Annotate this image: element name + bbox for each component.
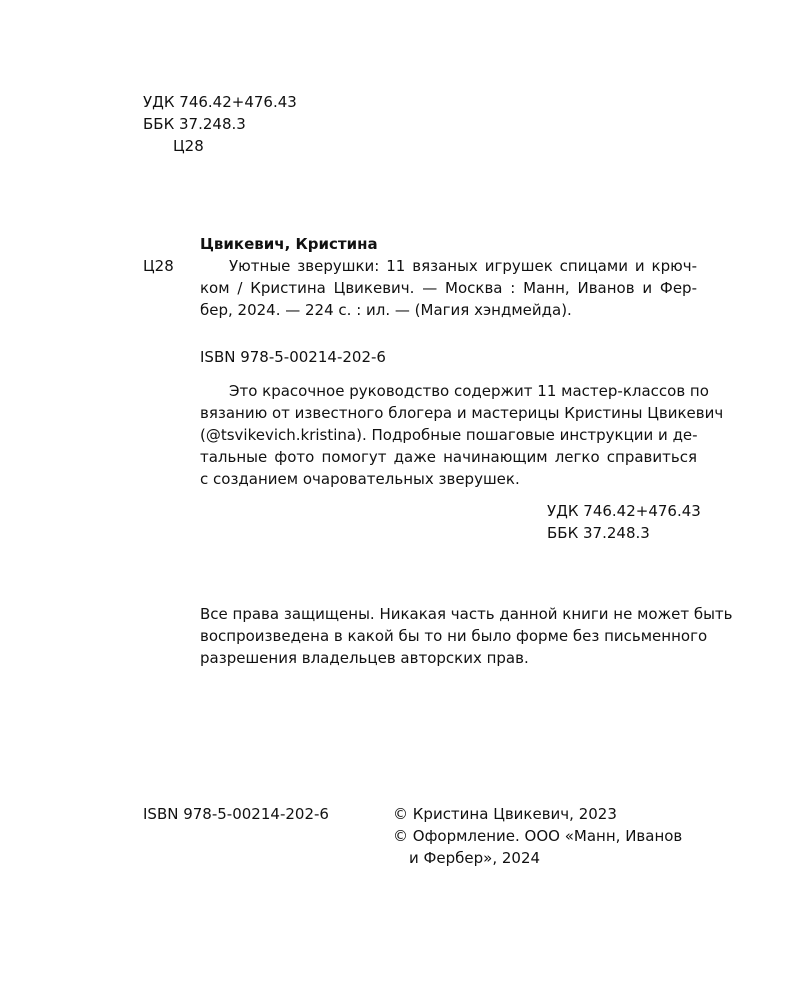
annotation-line-4: тальные фото помогут даже начинающим легко справиться: [200, 448, 697, 466]
catalog-code: Ц28: [143, 257, 174, 275]
annotation-line-2: вязанию от известного блогера и мастерицы Кристины Цвикевич: [200, 404, 724, 422]
annotation-line-3: (@tsvikevich.kristina). Подробные пошаговые инструкции и де-: [200, 426, 698, 444]
catalog-title-rest: [200, 277, 697, 321]
footer-isbn: ISBN 978-5-00214-202-6: [143, 805, 329, 823]
rights-line-2: воспроизведена в какой бы то ни было форме без письменного: [200, 627, 708, 645]
copyright-author: © Кристина Цвикевич, 2023: [393, 805, 617, 823]
copyright-design: © Оформление. ООО «Манн, Иванов: [393, 827, 683, 845]
annotation-body: [200, 402, 724, 490]
rights-line-1: Все права защищены. Никакая часть данной книги не может быть: [200, 605, 733, 623]
annotation-line-1: Это красочное руководство содержит 11 мастер-классов по: [229, 382, 709, 400]
rights-line-3: разрешения владельцев авторских прав.: [200, 649, 529, 667]
catalog-title-line-3: бер, 2024. — 224 с. : ил. — (Магия хэндмейда).: [200, 301, 572, 319]
top-bbk: ББК 37.248.3: [143, 115, 246, 133]
bottom-bbk: ББК 37.248.3: [547, 524, 650, 542]
catalog-title-line-2: ком / Кристина Цвикевич. — Москва : Манн, Иванов и Фер-: [200, 279, 697, 297]
rights-notice: [200, 603, 733, 669]
top-udk: УДК 746.42+476.43: [143, 93, 297, 111]
copyright-design-cont: и Фербер», 2024: [409, 849, 541, 867]
annotation-line-5: с созданием очаровательных зверушек.: [200, 470, 520, 488]
bottom-udk: УДК 746.42+476.43: [547, 502, 701, 520]
catalog-title-line-1: Уютные зверушки: 11 вязаных игрушек спицами и крюч-: [229, 257, 697, 275]
top-author-code: Ц28: [173, 137, 204, 155]
catalog-isbn: ISBN 978-5-00214-202-6: [200, 348, 386, 366]
catalog-author: Цвикевич, Кристина: [200, 235, 378, 253]
